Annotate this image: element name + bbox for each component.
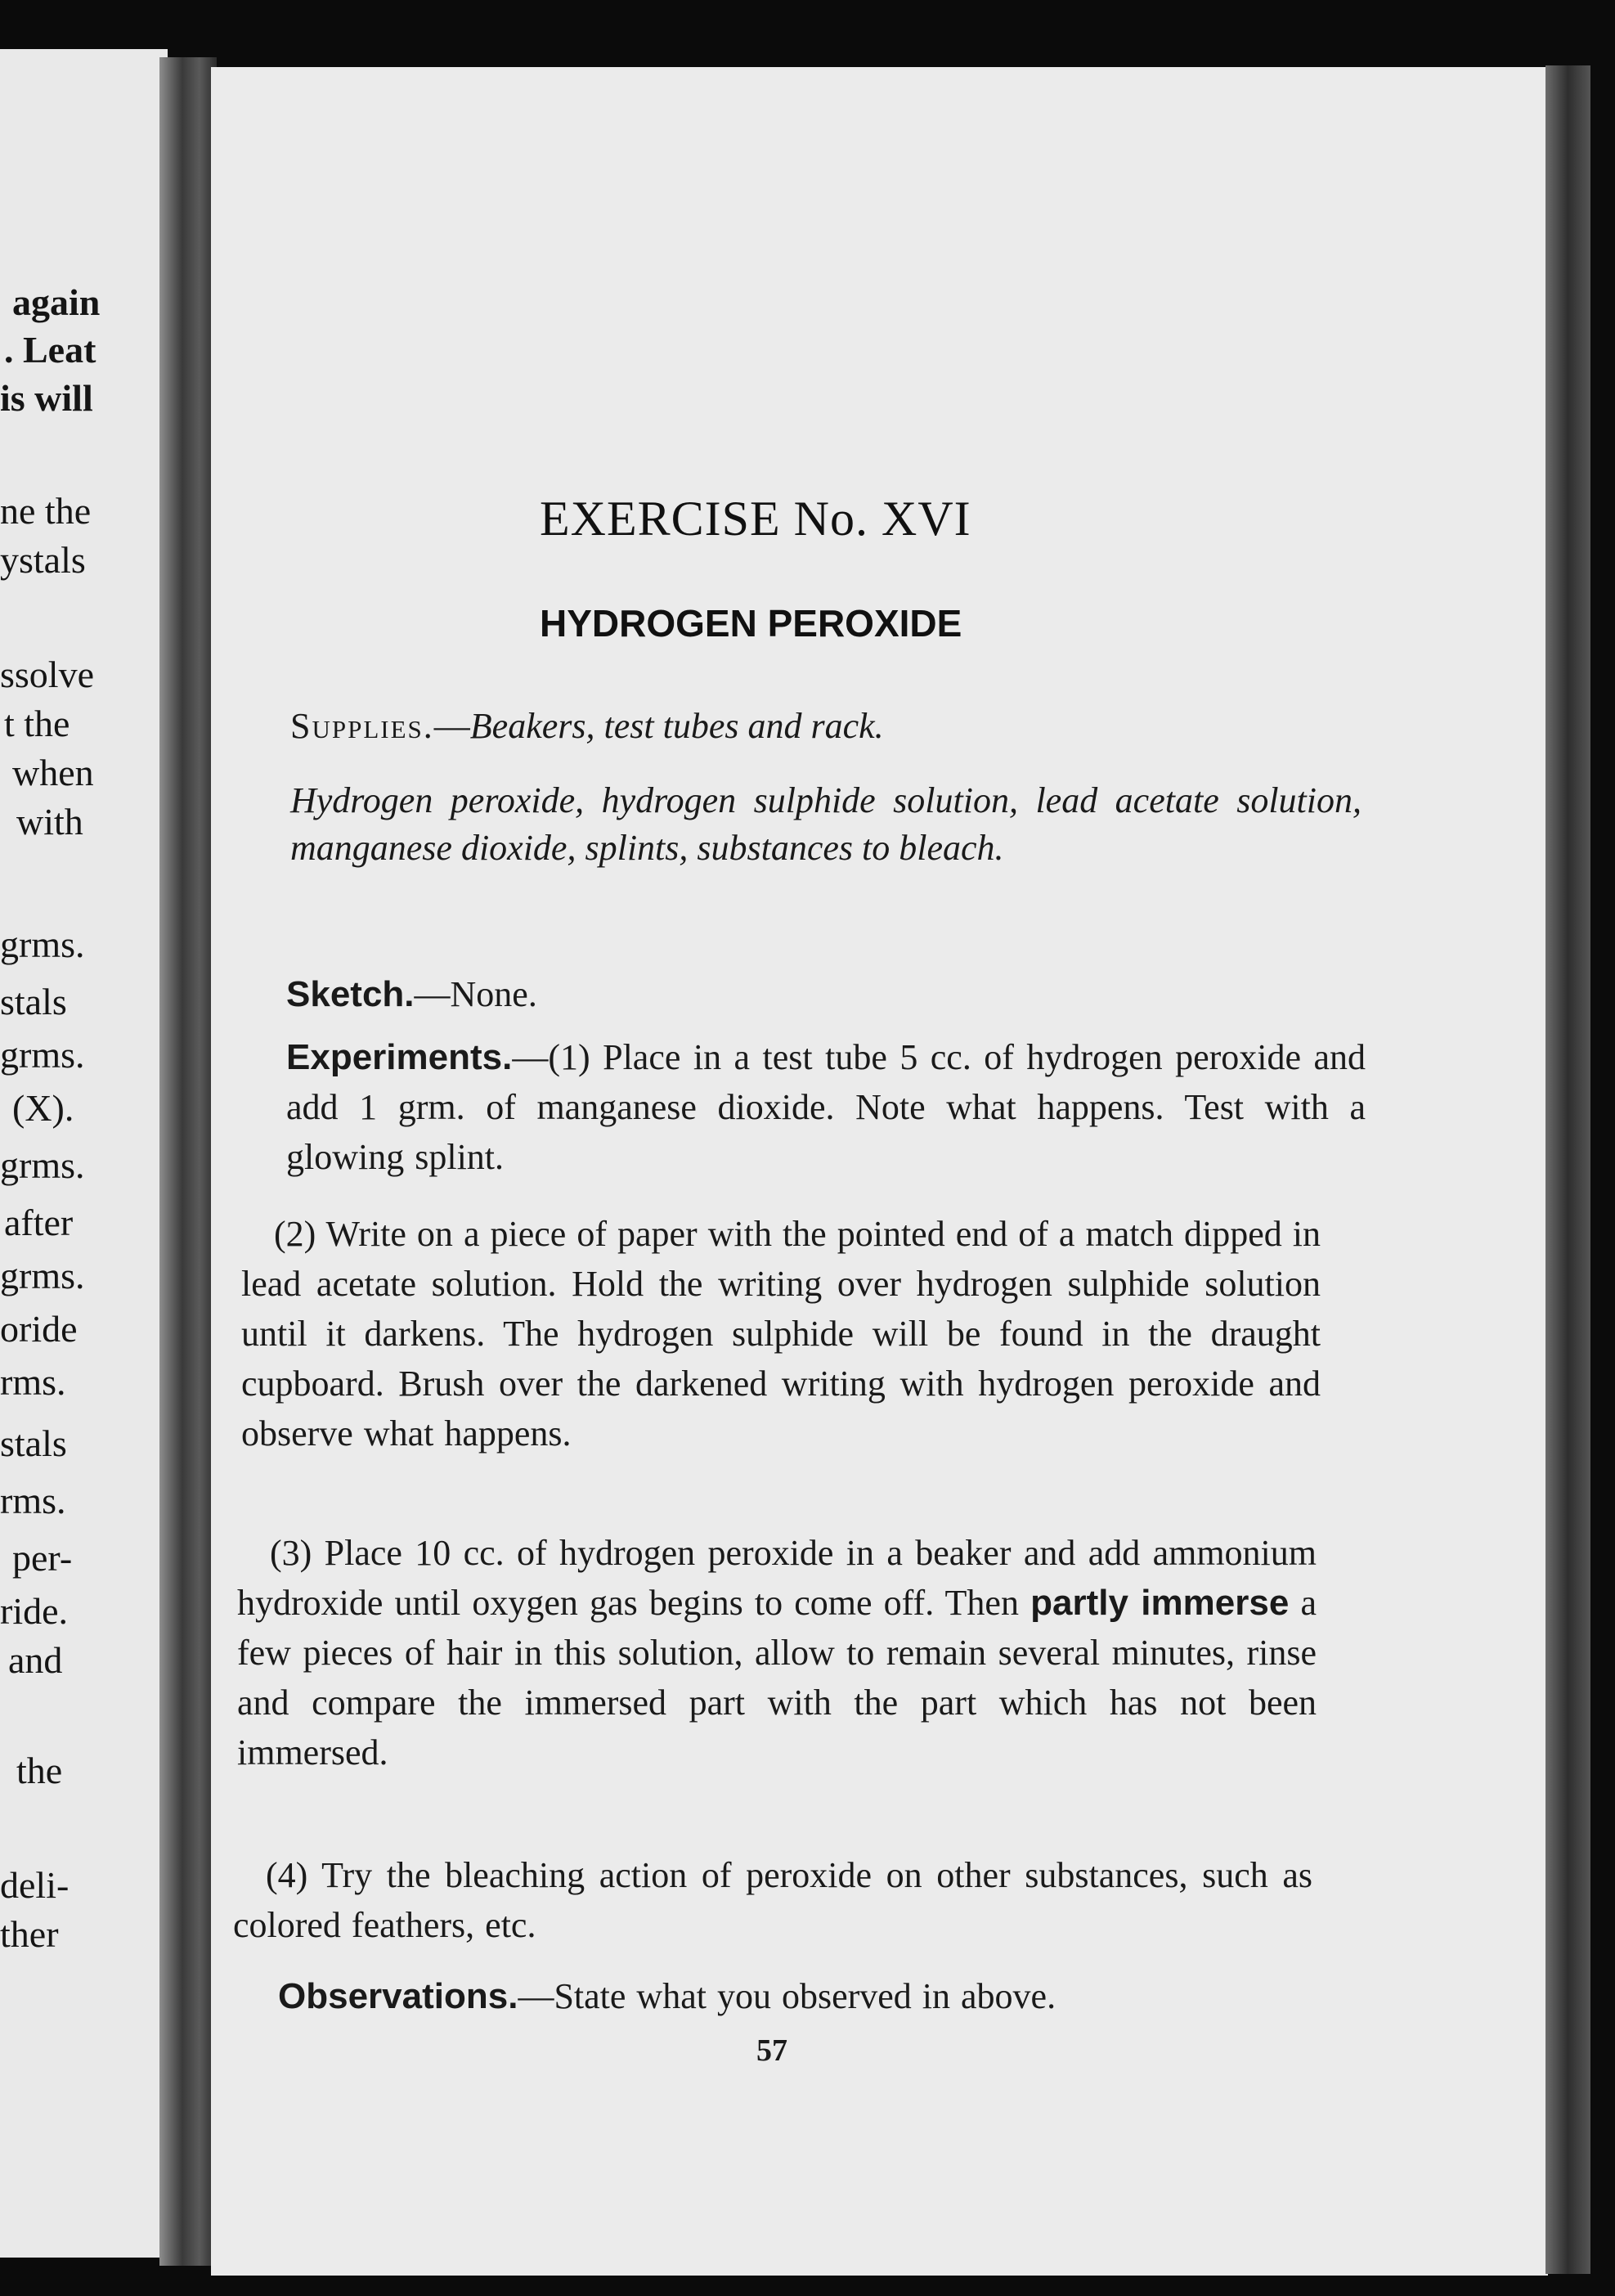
left-page-line: stals	[0, 981, 67, 1022]
left-page-line: oride	[0, 1308, 78, 1350]
left-page-line: grms.	[0, 1034, 85, 1076]
left-page-line: t the	[4, 703, 70, 744]
left-page-line: is will	[0, 377, 93, 419]
materials-list: Hydrogen peroxide, hydrogen sulphide solution, lead acetate solution, manganese dioxide, splints, substances to bleach.	[290, 780, 1362, 868]
experiment-1	[286, 1032, 1366, 1182]
left-page-line: grms.	[0, 923, 85, 965]
left-page-line: ride.	[0, 1590, 69, 1632]
page-number: 57	[756, 2033, 787, 2068]
left-page-line: with	[16, 801, 83, 842]
left-page-line: stals	[0, 1422, 67, 1464]
exercise-subtitle: HYDROGEN PEROXIDE	[540, 602, 962, 645]
left-page-line: ssolve	[0, 654, 94, 695]
left-page-line: when	[12, 752, 94, 793]
experiment-1-text: —(1) Place in a test tube 5 cc. of hydrogen peroxide and add 1 grm. of manganese dioxide. Note what happens. Test with a glowing splint.	[286, 1037, 1366, 1177]
experiment-3	[237, 1528, 1317, 1777]
left-page-line: the	[16, 1750, 63, 1791]
left-page-line: ther	[0, 1913, 59, 1955]
sketch-text: —None.	[414, 974, 537, 1014]
supplies-label: Supplies.	[290, 706, 434, 746]
page-edge-shadow	[1545, 65, 1590, 2274]
observations-label: Observations.	[278, 1976, 518, 2016]
supplies-line	[290, 705, 1353, 747]
left-page-line: (X).	[12, 1087, 74, 1129]
left-page-line: . Leat	[4, 329, 96, 371]
left-page-line: rms.	[0, 1361, 66, 1403]
experiment-3-emphasis: partly immerse	[1030, 1583, 1290, 1623]
left-page-line: grms.	[0, 1144, 85, 1186]
left-page-line: per-	[12, 1537, 73, 1579]
left-page-line: after	[4, 1202, 74, 1243]
left-page-line: grms.	[0, 1255, 85, 1296]
left-page-line: deli-	[0, 1864, 70, 1906]
experiment-2: (2) Write on a piece of paper with the pointed end of a match dipped in lead acetate solution. Hold the writing over hydrogen sulphide solution until it darkens. The hydrogen sulphide will be found in the draught cupboard. Brush over the darkened writing with hydrogen peroxide and observe what happens.	[241, 1214, 1321, 1454]
book-gutter	[159, 57, 217, 2266]
observations-text: —State what you observed in above.	[518, 1976, 1056, 2016]
experiment-3-text-b: a few pieces of hair in this solution, allow to remain several minutes, rinse and compare the immersed part with the part which has not been immersed.	[237, 1583, 1317, 1773]
left-page-line: and	[8, 1639, 63, 1681]
observations-paragraph	[278, 1971, 1357, 2021]
experiment-4: (4) Try the bleaching action of peroxide on other substances, such as colored feathers, etc.	[233, 1855, 1312, 1945]
experiments-label: Experiments.	[286, 1037, 513, 1077]
left-page-line: ne the	[0, 490, 92, 532]
supplies-dash: —	[433, 706, 470, 746]
left-page-line: rms.	[0, 1480, 66, 1521]
sketch-paragraph	[286, 969, 1366, 1019]
exercise-title: EXERCISE No. XVI	[540, 492, 971, 546]
left-page-line: ystals	[0, 539, 86, 581]
experiment-3-text-a: (3) Place 10 cc. of hydrogen peroxide in a beaker and add ammonium hydroxide until oxygen gas begins to come off. Then	[237, 1533, 1317, 1623]
left-page-line: again	[12, 281, 101, 323]
supplies-items: Beakers, test tubes and rack.	[469, 706, 884, 746]
sketch-label: Sketch.	[286, 974, 415, 1014]
